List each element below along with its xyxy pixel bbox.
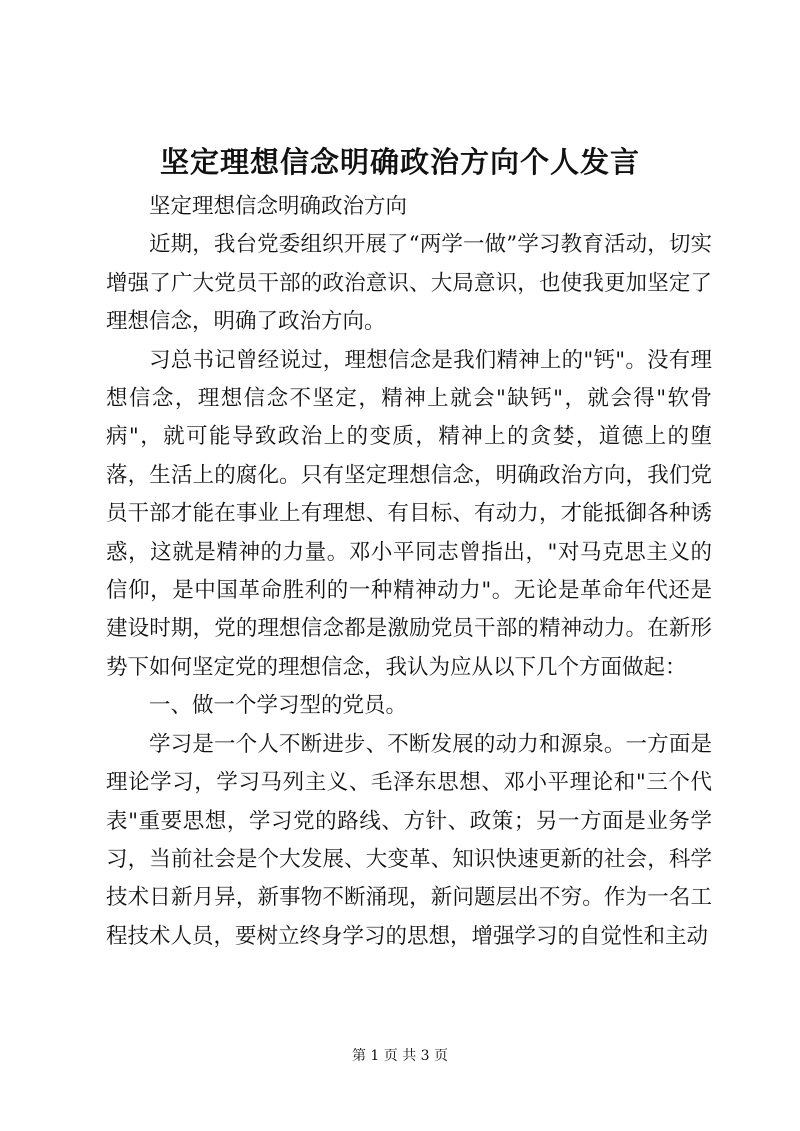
page-number-footer: 第 1 页 共 3 页 xyxy=(351,1048,449,1064)
document-title: 坚定理想信念明确政治方向个人发言 xyxy=(159,145,640,179)
paragraph-intro: 近期，我台党委组织开展了“两学一做”学习教育活动，切实增强了广大党员干部的政治意识、大局意识，也使我更加坚定了理想信念，明确了政治方向。 xyxy=(106,232,712,335)
document-body xyxy=(106,188,712,956)
paragraph-subtitle: 坚定理想信念明确政治方向 xyxy=(149,194,408,219)
section-heading-1: 一、做一个学习型的党员。 xyxy=(149,693,408,719)
paragraph-ideals: 习总书记曾经说过，理想信念是我们精神上的"钙"。没有理想信念，理想信念不坚定，精神上就会"缺钙"，就会得"软骨病"，就可能导致政治上的变质，精神上的贪婪，道德上的堕落，生活上的腐化。只有坚定理想信念，明确政治方向，我们党员干部才能在事业上有理想、有目标、有动力，才能抵御各种诱惑，这就是精神的力量。邓小平同志曾指出，"对马克思主义的信仰，是中国革命胜利的一种精神动力"。无论是革命年代还是建设时期，党的理想信念都是激励党员干部的精神动力。在新形势下如何坚定党的理想信念，我认为应从以下几个方面做起： xyxy=(106,347,712,680)
paragraph-learning: 学习是一个人不断进步、不断发展的动力和源泉。一方面是理论学习，学习马列主义、毛泽东思想、邓小平理论和"三个代表"重要思想，学习党的路线、方针、政策；另一方面是业务学习，当前社会是个大发展、大变革、知识快速更新的社会，科学技术日新月异，新事物不断涌现，新问题层出不穷。作为一名工程技术人员，要树立终身学习的思想，增强学习的自觉性和主动 xyxy=(106,731,712,949)
